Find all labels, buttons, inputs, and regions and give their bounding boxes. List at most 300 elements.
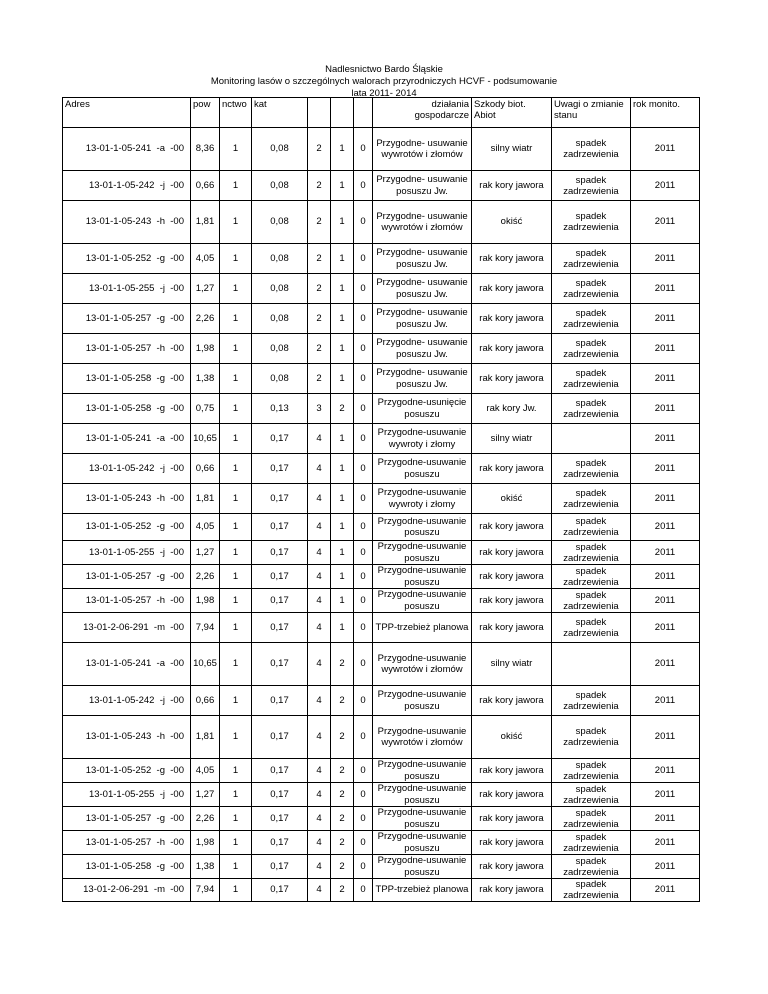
cell-pow: 1,27 (191, 783, 220, 807)
cell-rok: 2011 (631, 716, 700, 759)
report-title: Nadlesnictwo Bardo Śląskie (325, 64, 443, 75)
cell-col7: 0 (354, 686, 373, 716)
cell-rok: 2011 (631, 831, 700, 855)
cell-col7: 0 (354, 807, 373, 831)
cell-uwagi: spadek zadrzewienia (552, 201, 631, 244)
cell-uwagi: spadek zadrzewienia (552, 274, 631, 304)
cell-adres: 13-01-2-06-291 -m -00 (63, 879, 191, 902)
cell-szkody: okiść (472, 716, 552, 759)
cell-rok: 2011 (631, 759, 700, 783)
cell-nctwo: 1 (220, 643, 252, 686)
cell-col5: 4 (308, 565, 331, 589)
cell-pow: 1,81 (191, 716, 220, 759)
cell-col5: 2 (308, 364, 331, 394)
cell-col5: 4 (308, 879, 331, 902)
cell-rok: 2011 (631, 514, 700, 541)
cell-rok: 2011 (631, 855, 700, 879)
cell-col7: 0 (354, 128, 373, 171)
cell-szkody: okiść (472, 201, 552, 244)
cell-uwagi: spadek zadrzewienia (552, 171, 631, 201)
header-col7 (354, 98, 373, 128)
cell-col6: 1 (331, 484, 354, 514)
cell-uwagi: spadek zadrzewienia (552, 304, 631, 334)
header-dzialania: działania gospodarcze (373, 98, 472, 128)
cell-adres: 13-01-1-05-243 -h -00 (63, 484, 191, 514)
table-row (63, 334, 700, 364)
cell-kat: 0,17 (252, 783, 308, 807)
cell-col5: 4 (308, 424, 331, 454)
cell-dzialania: Przygodne-usuwanie posuszu (373, 759, 472, 783)
cell-col5: 4 (308, 541, 331, 565)
cell-dzialania: TPP-trzebież planowa (373, 613, 472, 643)
cell-col5: 4 (308, 759, 331, 783)
cell-rok: 2011 (631, 334, 700, 364)
cell-rok: 2011 (631, 613, 700, 643)
cell-rok: 2011 (631, 244, 700, 274)
cell-col5: 2 (308, 201, 331, 244)
cell-col7: 0 (354, 831, 373, 855)
cell-col6: 2 (331, 716, 354, 759)
cell-pow: 1,81 (191, 201, 220, 244)
cell-uwagi: spadek zadrzewienia (552, 128, 631, 171)
header-col5 (308, 98, 331, 128)
cell-rok: 2011 (631, 304, 700, 334)
table-row (63, 244, 700, 274)
cell-szkody: rak kory jawora (472, 686, 552, 716)
cell-uwagi: spadek zadrzewienia (552, 364, 631, 394)
cell-col6: 1 (331, 454, 354, 484)
cell-dzialania: Przygodne- usuwanie wywrotów i złomów (373, 201, 472, 244)
cell-kat: 0,17 (252, 831, 308, 855)
cell-rok: 2011 (631, 454, 700, 484)
cell-col6: 1 (331, 514, 354, 541)
cell-szkody: rak kory jawora (472, 879, 552, 902)
cell-uwagi: spadek zadrzewienia (552, 686, 631, 716)
cell-szkody: okiść (472, 484, 552, 514)
cell-col7: 0 (354, 201, 373, 244)
cell-col5: 4 (308, 613, 331, 643)
cell-col5: 4 (308, 783, 331, 807)
cell-kat: 0,17 (252, 686, 308, 716)
header-szkody: Szkody biot. Abiot (472, 98, 552, 128)
table-row (63, 364, 700, 394)
cell-nctwo: 1 (220, 686, 252, 716)
monitoring-table (62, 97, 700, 902)
cell-dzialania: Przygodne-usuwanie posuszu (373, 831, 472, 855)
cell-col7: 0 (354, 541, 373, 565)
cell-szkody: rak kory jawora (472, 334, 552, 364)
cell-adres: 13-01-1-05-243 -h -00 (63, 716, 191, 759)
cell-col7: 0 (354, 514, 373, 541)
cell-col5: 4 (308, 589, 331, 613)
cell-rok: 2011 (631, 364, 700, 394)
cell-uwagi (552, 643, 631, 686)
cell-pow: 1,98 (191, 334, 220, 364)
cell-adres: 13-01-1-05-242 -j -00 (63, 686, 191, 716)
table-row (63, 128, 700, 171)
cell-adres: 13-01-1-05-257 -h -00 (63, 334, 191, 364)
header-row (63, 98, 700, 128)
cell-pow: 2,26 (191, 807, 220, 831)
cell-uwagi: spadek zadrzewienia (552, 244, 631, 274)
cell-kat: 0,17 (252, 759, 308, 783)
cell-szkody: silny wiatr (472, 643, 552, 686)
cell-kat: 0,08 (252, 364, 308, 394)
cell-dzialania: Przygodne- usuwanie posuszu Jw. (373, 334, 472, 364)
cell-nctwo: 1 (220, 171, 252, 201)
cell-col7: 0 (354, 643, 373, 686)
cell-rok: 2011 (631, 565, 700, 589)
cell-kat: 0,17 (252, 643, 308, 686)
cell-szkody: rak kory jawora (472, 759, 552, 783)
cell-kat: 0,08 (252, 201, 308, 244)
cell-uwagi: spadek zadrzewienia (552, 565, 631, 589)
cell-dzialania: Przygodne-usuwanie posuszu (373, 565, 472, 589)
cell-pow: 1,98 (191, 831, 220, 855)
cell-kat: 0,08 (252, 128, 308, 171)
cell-uwagi (552, 424, 631, 454)
cell-col7: 0 (354, 364, 373, 394)
cell-col7: 0 (354, 565, 373, 589)
cell-nctwo: 1 (220, 541, 252, 565)
cell-nctwo: 1 (220, 807, 252, 831)
cell-szkody: rak kory Jw. (472, 394, 552, 424)
cell-col5: 4 (308, 643, 331, 686)
table-row (63, 831, 700, 855)
cell-pow: 1,27 (191, 541, 220, 565)
cell-kat: 0,08 (252, 334, 308, 364)
cell-dzialania: Przygodne- usuwanie posuszu Jw. (373, 304, 472, 334)
table-row (63, 807, 700, 831)
header-rok: rok monito. (631, 98, 700, 128)
cell-szkody: rak kory jawora (472, 364, 552, 394)
cell-pow: 1,38 (191, 364, 220, 394)
cell-kat: 0,17 (252, 424, 308, 454)
cell-adres: 13-01-1-05-257 -g -00 (63, 304, 191, 334)
cell-col6: 1 (331, 171, 354, 201)
cell-kat: 0,17 (252, 565, 308, 589)
cell-col7: 0 (354, 334, 373, 364)
cell-adres: 13-01-1-05-242 -j -00 (63, 171, 191, 201)
cell-pow: 2,26 (191, 565, 220, 589)
cell-uwagi: spadek zadrzewienia (552, 807, 631, 831)
cell-dzialania: Przygodne- usuwanie posuszu Jw. (373, 244, 472, 274)
cell-szkody: rak kory jawora (472, 274, 552, 304)
cell-rok: 2011 (631, 274, 700, 304)
cell-dzialania: Przygodne-usuwanie posuszu (373, 514, 472, 541)
cell-pow: 0,66 (191, 171, 220, 201)
table-row (63, 484, 700, 514)
cell-szkody: rak kory jawora (472, 613, 552, 643)
cell-dzialania: Przygodne- usuwanie wywrotów i złomów (373, 128, 472, 171)
cell-col7: 0 (354, 304, 373, 334)
cell-col6: 1 (331, 304, 354, 334)
cell-uwagi: spadek zadrzewienia (552, 759, 631, 783)
cell-adres: 13-01-1-05-257 -h -00 (63, 831, 191, 855)
cell-szkody: rak kory jawora (472, 244, 552, 274)
cell-pow: 2,26 (191, 304, 220, 334)
cell-adres: 13-01-1-05-255 -j -00 (63, 783, 191, 807)
cell-uwagi: spadek zadrzewienia (552, 783, 631, 807)
cell-nctwo: 1 (220, 424, 252, 454)
cell-adres: 13-01-1-05-252 -g -00 (63, 514, 191, 541)
cell-adres: 13-01-1-05-243 -h -00 (63, 201, 191, 244)
cell-col7: 0 (354, 171, 373, 201)
header-nctwo: nctwo (220, 98, 252, 128)
cell-col6: 2 (331, 879, 354, 902)
cell-kat: 0,17 (252, 589, 308, 613)
cell-dzialania: Przygodne-usuwanie posuszu (373, 589, 472, 613)
cell-nctwo: 1 (220, 879, 252, 902)
table-row (63, 274, 700, 304)
cell-col6: 2 (331, 855, 354, 879)
table-row (63, 565, 700, 589)
cell-pow: 1,98 (191, 589, 220, 613)
cell-rok: 2011 (631, 201, 700, 244)
cell-szkody: rak kory jawora (472, 831, 552, 855)
cell-rok: 2011 (631, 589, 700, 613)
cell-nctwo: 1 (220, 514, 252, 541)
cell-col6: 2 (331, 686, 354, 716)
cell-col6: 2 (331, 807, 354, 831)
table-row (63, 686, 700, 716)
cell-rok: 2011 (631, 484, 700, 514)
cell-col6: 1 (331, 244, 354, 274)
cell-col5: 3 (308, 394, 331, 424)
cell-col5: 2 (308, 128, 331, 171)
cell-kat: 0,08 (252, 244, 308, 274)
header-uwagi: Uwagi o zmianie stanu (552, 98, 631, 128)
cell-col5: 4 (308, 831, 331, 855)
cell-kat: 0,17 (252, 541, 308, 565)
cell-rok: 2011 (631, 541, 700, 565)
cell-adres: 13-01-1-05-258 -g -00 (63, 364, 191, 394)
cell-szkody: rak kory jawora (472, 589, 552, 613)
header-adres: Adres (63, 98, 191, 128)
cell-kat: 0,13 (252, 394, 308, 424)
cell-col7: 0 (354, 589, 373, 613)
cell-pow: 0,66 (191, 454, 220, 484)
cell-col7: 0 (354, 274, 373, 304)
cell-uwagi: spadek zadrzewienia (552, 716, 631, 759)
cell-pow: 10,65 (191, 424, 220, 454)
cell-col7: 0 (354, 783, 373, 807)
cell-col5: 2 (308, 334, 331, 364)
table-row (63, 879, 700, 902)
cell-col7: 0 (354, 484, 373, 514)
cell-dzialania: Przygodne-usuwanie posuszu (373, 855, 472, 879)
cell-dzialania: TPP-trzebież planowa (373, 879, 472, 902)
cell-adres: 13-01-1-05-257 -g -00 (63, 565, 191, 589)
cell-rok: 2011 (631, 424, 700, 454)
cell-adres: 13-01-2-06-291 -m -00 (63, 613, 191, 643)
cell-col5: 4 (308, 855, 331, 879)
table-row (63, 541, 700, 565)
cell-dzialania: Przygodne-usuwanie wywroty i złomy (373, 484, 472, 514)
cell-uwagi: spadek zadrzewienia (552, 541, 631, 565)
report-period: lata 2011- 2014 (351, 88, 417, 99)
cell-adres: 13-01-1-05-257 -h -00 (63, 589, 191, 613)
table-row (63, 783, 700, 807)
cell-kat: 0,08 (252, 274, 308, 304)
cell-nctwo: 1 (220, 783, 252, 807)
cell-nctwo: 1 (220, 855, 252, 879)
table-row (63, 171, 700, 201)
table-row (63, 759, 700, 783)
cell-adres: 13-01-1-05-241 -a -00 (63, 643, 191, 686)
table-row (63, 643, 700, 686)
cell-kat: 0,17 (252, 879, 308, 902)
cell-dzialania: Przygodne-usuwanie posuszu (373, 686, 472, 716)
cell-nctwo: 1 (220, 589, 252, 613)
table-row (63, 514, 700, 541)
cell-pow: 1,27 (191, 274, 220, 304)
table-row (63, 589, 700, 613)
cell-szkody: silny wiatr (472, 128, 552, 171)
cell-szkody: rak kory jawora (472, 304, 552, 334)
cell-col6: 1 (331, 201, 354, 244)
cell-kat: 0,17 (252, 514, 308, 541)
cell-col7: 0 (354, 613, 373, 643)
cell-nctwo: 1 (220, 831, 252, 855)
cell-uwagi: spadek zadrzewienia (552, 484, 631, 514)
cell-nctwo: 1 (220, 565, 252, 589)
cell-szkody: rak kory jawora (472, 171, 552, 201)
cell-nctwo: 1 (220, 128, 252, 171)
cell-kat: 0,17 (252, 716, 308, 759)
cell-adres: 13-01-1-05-252 -g -00 (63, 244, 191, 274)
cell-dzialania: Przygodne-usuwanie wywrotów i złomów (373, 716, 472, 759)
cell-col5: 4 (308, 716, 331, 759)
cell-pow: 4,05 (191, 244, 220, 274)
cell-uwagi: spadek zadrzewienia (552, 855, 631, 879)
cell-adres: 13-01-1-05-242 -j -00 (63, 454, 191, 484)
table-row (63, 394, 700, 424)
cell-rok: 2011 (631, 807, 700, 831)
cell-adres: 13-01-1-05-241 -a -00 (63, 424, 191, 454)
table-row (63, 855, 700, 879)
cell-col6: 2 (331, 759, 354, 783)
cell-dzialania: Przygodne-usuwanie wywroty i złomy (373, 424, 472, 454)
cell-nctwo: 1 (220, 613, 252, 643)
cell-pow: 0,66 (191, 686, 220, 716)
cell-col5: 2 (308, 274, 331, 304)
cell-uwagi: spadek zadrzewienia (552, 879, 631, 902)
cell-uwagi: spadek zadrzewienia (552, 394, 631, 424)
table-row (63, 201, 700, 244)
cell-nctwo: 1 (220, 454, 252, 484)
table-row (63, 613, 700, 643)
table-row (63, 716, 700, 759)
cell-szkody: rak kory jawora (472, 783, 552, 807)
cell-uwagi: spadek zadrzewienia (552, 589, 631, 613)
cell-dzialania: Przygodne- usuwanie posuszu Jw. (373, 274, 472, 304)
cell-pow: 7,94 (191, 879, 220, 902)
cell-rok: 2011 (631, 783, 700, 807)
cell-kat: 0,17 (252, 807, 308, 831)
cell-szkody: rak kory jawora (472, 855, 552, 879)
cell-rok: 2011 (631, 171, 700, 201)
cell-nctwo: 1 (220, 274, 252, 304)
cell-col7: 0 (354, 855, 373, 879)
cell-dzialania: Przygodne-usuwanie posuszu (373, 807, 472, 831)
cell-pow: 0,75 (191, 394, 220, 424)
cell-nctwo: 1 (220, 304, 252, 334)
cell-col7: 0 (354, 454, 373, 484)
cell-col6: 1 (331, 589, 354, 613)
cell-kat: 0,08 (252, 304, 308, 334)
cell-pow: 10,65 (191, 643, 220, 686)
cell-adres: 13-01-1-05-255 -j -00 (63, 274, 191, 304)
cell-col7: 0 (354, 879, 373, 902)
cell-adres: 13-01-1-05-252 -g -00 (63, 759, 191, 783)
cell-kat: 0,17 (252, 613, 308, 643)
cell-col5: 4 (308, 807, 331, 831)
cell-szkody: rak kory jawora (472, 807, 552, 831)
cell-col5: 4 (308, 686, 331, 716)
cell-col6: 1 (331, 541, 354, 565)
table-row (63, 454, 700, 484)
cell-pow: 1,81 (191, 484, 220, 514)
cell-col6: 2 (331, 831, 354, 855)
cell-rok: 2011 (631, 879, 700, 902)
cell-col6: 2 (331, 783, 354, 807)
cell-col5: 2 (308, 304, 331, 334)
cell-dzialania: Przygodne-usuwanie posuszu (373, 783, 472, 807)
cell-pow: 1,38 (191, 855, 220, 879)
cell-nctwo: 1 (220, 334, 252, 364)
header-kat: kat (252, 98, 308, 128)
cell-nctwo: 1 (220, 394, 252, 424)
cell-col6: 2 (331, 643, 354, 686)
cell-dzialania: Przygodne-usuwanie wywrotów i złomów (373, 643, 472, 686)
cell-rok: 2011 (631, 128, 700, 171)
cell-col7: 0 (354, 716, 373, 759)
cell-col5: 4 (308, 484, 331, 514)
cell-nctwo: 1 (220, 201, 252, 244)
cell-dzialania: Przygodne- usuwanie posuszu Jw. (373, 364, 472, 394)
cell-pow: 7,94 (191, 613, 220, 643)
cell-dzialania: Przygodne-usuwanie posuszu (373, 541, 472, 565)
cell-szkody: silny wiatr (472, 424, 552, 454)
cell-dzialania: Przygodne-usuwanie posuszu (373, 454, 472, 484)
cell-kat: 0,17 (252, 855, 308, 879)
cell-col7: 0 (354, 244, 373, 274)
cell-uwagi: spadek zadrzewienia (552, 831, 631, 855)
cell-col5: 4 (308, 514, 331, 541)
cell-nctwo: 1 (220, 364, 252, 394)
cell-pow: 4,05 (191, 514, 220, 541)
cell-dzialania: Przygodne- usuwanie posuszu Jw. (373, 171, 472, 201)
cell-col7: 0 (354, 759, 373, 783)
cell-col6: 1 (331, 424, 354, 454)
cell-rok: 2011 (631, 643, 700, 686)
cell-col7: 0 (354, 424, 373, 454)
cell-col6: 1 (331, 274, 354, 304)
cell-col6: 1 (331, 565, 354, 589)
cell-kat: 0,17 (252, 484, 308, 514)
cell-col6: 1 (331, 364, 354, 394)
cell-col6: 1 (331, 613, 354, 643)
table-row (63, 304, 700, 334)
cell-pow: 8,36 (191, 128, 220, 171)
cell-kat: 0,17 (252, 454, 308, 484)
cell-col6: 1 (331, 128, 354, 171)
cell-adres: 13-01-1-05-257 -g -00 (63, 807, 191, 831)
cell-adres: 13-01-1-05-255 -j -00 (63, 541, 191, 565)
cell-rok: 2011 (631, 686, 700, 716)
cell-dzialania: Przygodne-usunięcie posuszu (373, 394, 472, 424)
